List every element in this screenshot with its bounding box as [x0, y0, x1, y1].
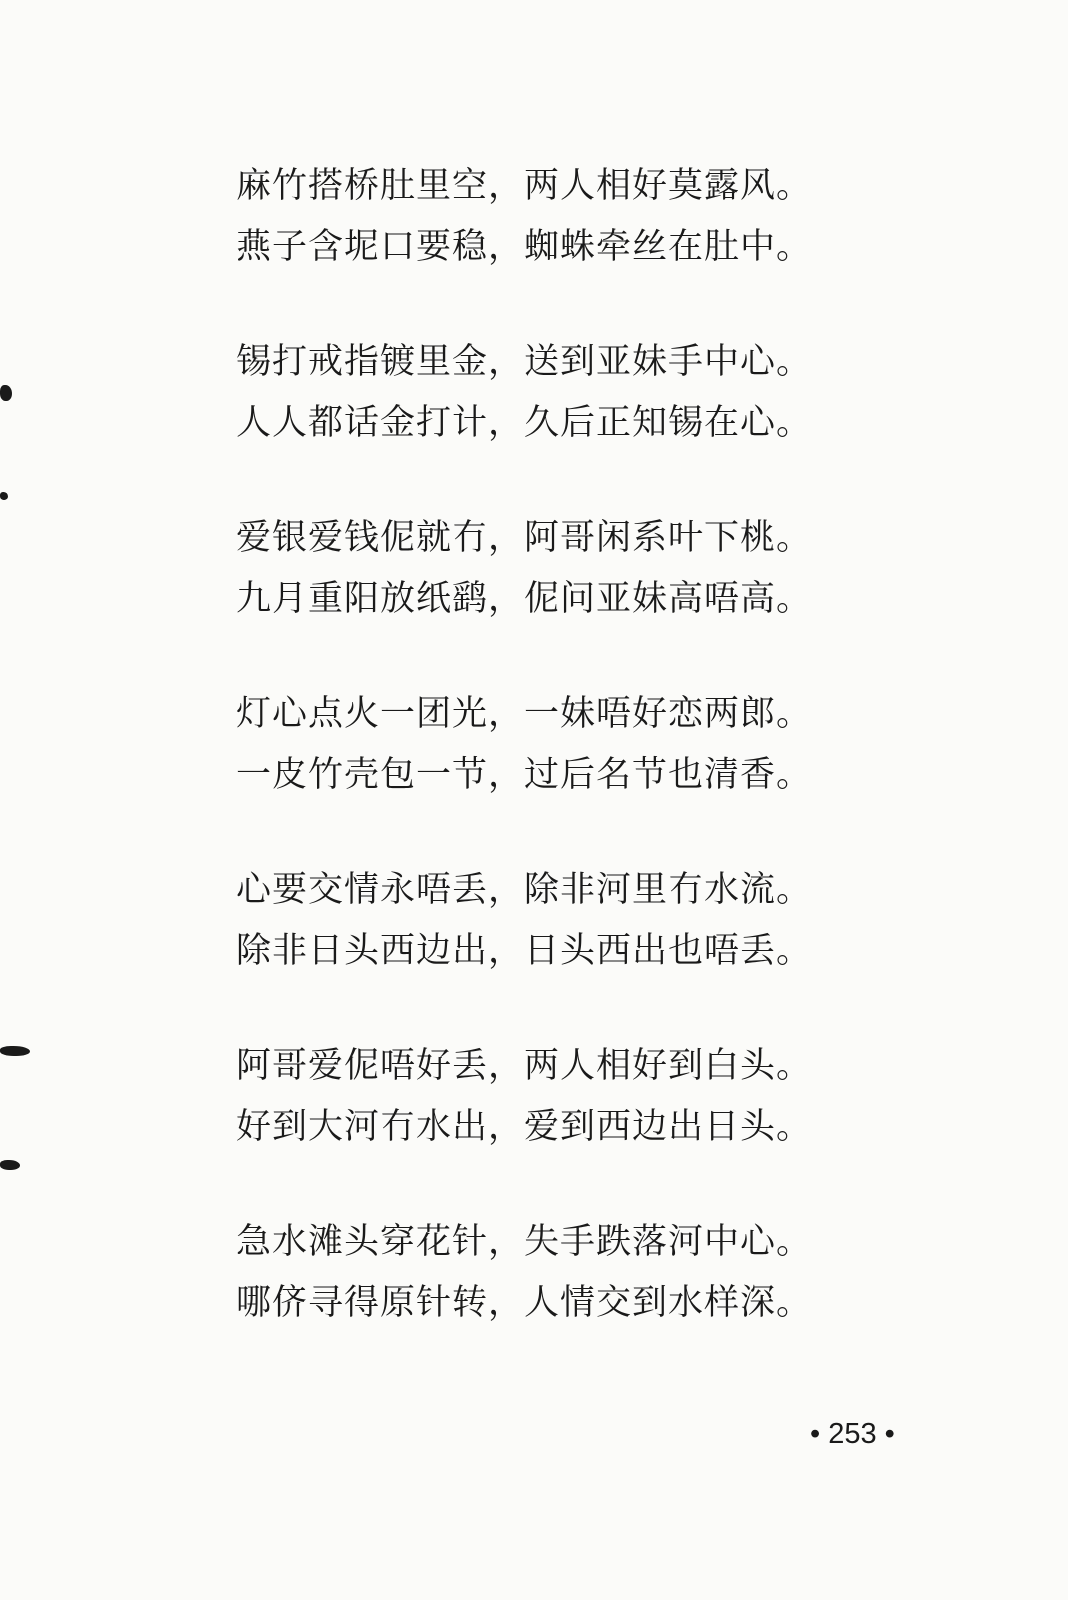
stanza-1: [236, 166, 836, 267]
verse-line: 燕子含坭口要稳，蜘蛛牵丝在肚中。: [236, 227, 813, 267]
verse-line: 灯心点火一团光，一妹唔好恋两郎。: [236, 694, 813, 734]
stanza-5: [236, 870, 836, 971]
page-number: • 253 •: [810, 1418, 895, 1450]
verse-line: 一皮竹壳包一节，过后名节也清香。: [236, 755, 813, 795]
scan-smudge: [0, 1046, 30, 1056]
stanza-7: [236, 1222, 836, 1323]
verse-line: 哪侪寻得原针转，人情交到水样深。: [236, 1283, 813, 1323]
scan-smudge: [0, 492, 8, 500]
scan-smudge: [0, 1160, 20, 1170]
stanza-2: [236, 342, 836, 443]
stanza-4: [236, 694, 836, 795]
stanza-3: [236, 518, 836, 619]
verse-line: 九月重阳放纸鹞，伲问亚妹高唔高。: [236, 579, 813, 619]
scan-smudge: [0, 385, 12, 401]
stanza-6: [236, 1046, 836, 1147]
verse-line: 人人都话金打计，久后正知锡在心。: [236, 403, 813, 443]
verse-line: 阿哥爱伲唔好丢，两人相好到白头。: [236, 1046, 813, 1086]
verse-line: 好到大河冇水出，爱到西边出日头。: [236, 1107, 813, 1147]
verse-line: 除非日头西边出，日头西出也唔丢。: [236, 931, 813, 971]
verse-line: 麻竹搭桥肚里空，两人相好莫露风。: [236, 166, 813, 206]
verse-line: 心要交情永唔丢，除非河里冇水流。: [236, 870, 813, 910]
verse-line: 爱银爱钱伲就冇，阿哥闲系叶下桃。: [236, 518, 813, 558]
verse-line: 锡打戒指镀里金，送到亚妹手中心。: [236, 342, 813, 382]
verse-line: 急水滩头穿花针，失手跌落河中心。: [236, 1222, 813, 1262]
